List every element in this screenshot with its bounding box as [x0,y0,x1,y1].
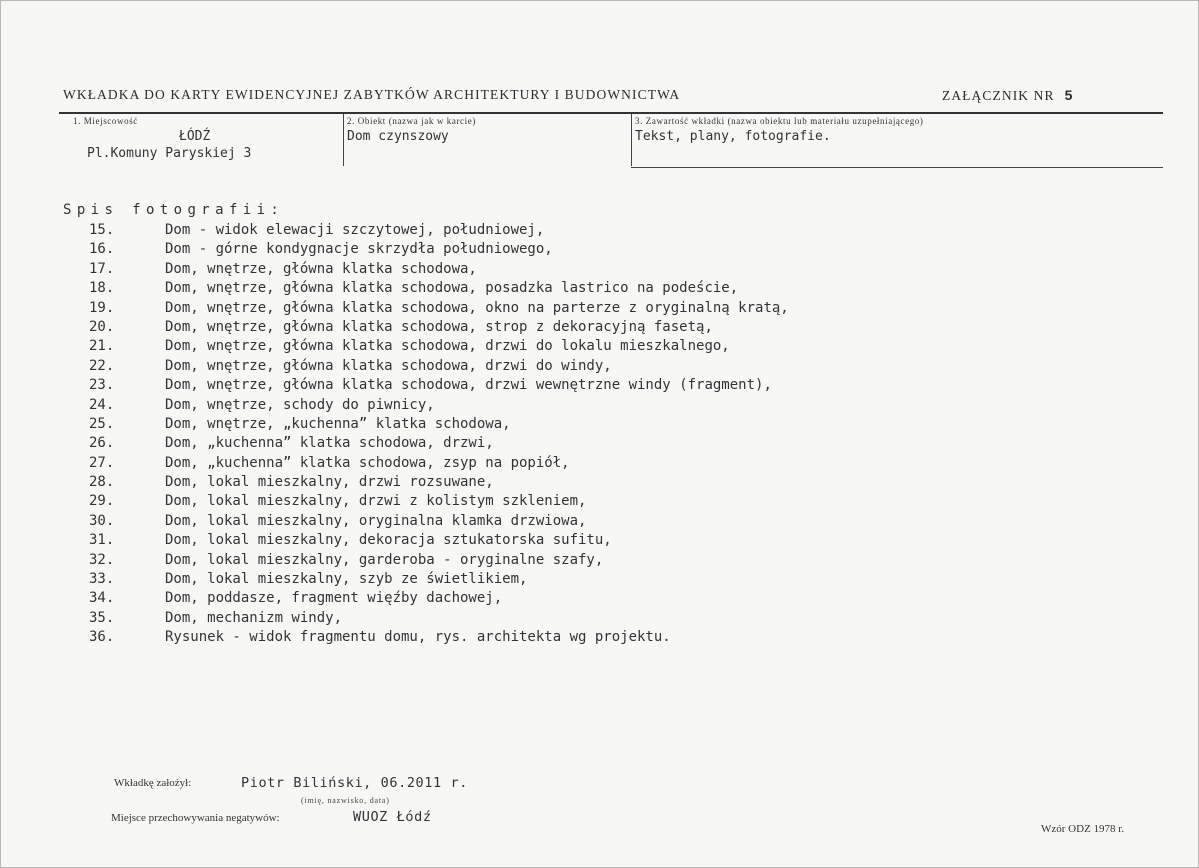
photo-list-item [1,435,1199,454]
photo-list-item-text: Dom - górne kondygnacje skrzydła południowego, [165,241,553,258]
photo-list-item [1,338,1199,357]
photo-list-item-number: 26. [89,435,115,452]
photo-list-heading: Spis fotografii: [63,202,285,218]
photo-list-item-number: 20. [89,318,115,335]
photo-list-item-text: Dom, wnętrze, schody do piwnicy, [165,396,435,413]
annex-number: 5 [1064,87,1074,103]
photo-list-item [1,261,1199,280]
photo-list-item-number: 34. [89,590,115,607]
storage-label: Miejsce przechowywania negatywów: [111,812,280,824]
created-by-value: Piotr Biliński, 06.2011 r. [241,775,468,791]
object-field-value: Dom czynszowy [347,129,449,144]
annex-label: ZAŁĄCZNIK NR [942,88,1055,103]
photo-list-item-text: Dom, wnętrze, „kuchenna” klatka schodowa, [165,415,511,432]
photo-list-item-number: 27. [89,454,115,471]
photo-list-item [1,590,1199,609]
photo-list-item-text: Dom, lokal mieszkalny, drzwi z kolistym szkleniem, [165,493,587,510]
photo-list-item-text: Dom, „kuchenna” klatka schodowa, zsyp na popiół, [165,454,570,471]
photo-list-item-text: Dom, lokal mieszkalny, dekoracja sztukatorska sufitu, [165,532,612,549]
photo-list-item [1,474,1199,493]
photo-list-item-number: 15. [89,222,115,238]
photo-list-item-number: 23. [89,377,115,394]
photo-list-item-text: Dom - widok elewacji szczytowej, południowej, [165,222,545,238]
photo-list-item [1,280,1199,299]
photo-list-item-number: 18. [89,280,115,297]
photo-list-item-text: Dom, wnętrze, główna klatka schodowa, posadzka lastrico na podeście, [165,280,739,297]
photo-list-item [1,571,1199,590]
photo-list-item [1,532,1199,551]
photo-list-item-text: Dom, mechanizm windy, [165,609,343,626]
photo-list-item-text: Rysunek - widok fragmentu domu, rys. architekta wg projektu. [165,629,671,646]
contents-field-underline [631,167,1163,168]
annex-label-group [942,87,1073,104]
photo-list-item [1,493,1199,512]
created-by-label: Wkładkę założył: [114,777,192,789]
photo-list-item-number: 32. [89,551,115,568]
photo-list-item-text: Dom, wnętrze, główna klatka schodowa, okno na parterze z oryginalną kratą, [165,299,789,316]
photo-list-item-text: Dom, lokal mieszkalny, oryginalna klamka drzwiowa, [165,512,587,529]
photo-list-item [1,397,1199,416]
photo-list-item-number: 22. [89,357,115,374]
photo-list-item-text: Dom, wnętrze, główna klatka schodowa, strop z dekoracyjną fasetą, [165,318,713,335]
photo-list-item-number: 28. [89,474,115,491]
photo-list-item-number: 36. [89,629,115,646]
photo-list-item-text: Dom, lokal mieszkalny, garderoba - oryginalne szafy, [165,551,604,568]
photo-list-item [1,222,1199,241]
photo-list-item-text: Dom, lokal mieszkalny, szyb ze świetlikiem, [165,571,528,588]
document-title: WKŁADKA DO KARTY EWIDENCYJNEJ ZABYTKÓW ARCHITEKTURY I BUDOWNICTWA [63,87,681,102]
photo-list-item [1,610,1199,629]
photo-list-item [1,629,1199,648]
location-field-address: Pl.Komuny Paryskiej 3 [87,146,252,161]
photo-list-item-text: Dom, „kuchenna” klatka schodowa, drzwi, [165,435,494,452]
contents-field-label: 3. Zawartość wkładki (nazwa obiektu lub materiału uzupełniającego) [635,116,924,126]
photo-list-item-number: 35. [89,609,115,626]
photo-list-item-number: 30. [89,512,115,529]
photo-list-item-text: Dom, wnętrze, główna klatka schodowa, drzwi wewnętrzne windy (fragment), [165,377,772,394]
photo-list-item-number: 19. [89,299,115,316]
storage-value: WUOZ Łódź [353,809,432,825]
field-divider [631,114,632,166]
photo-list-item-text: Dom, wnętrze, główna klatka schodowa, [165,260,477,277]
photo-list-item-text: Dom, lokal mieszkalny, drzwi rozsuwane, [165,474,494,491]
photo-list-item [1,455,1199,474]
photo-list-item-number: 33. [89,571,115,588]
location-field-city: ŁÓDŹ [179,129,211,144]
location-field-label: 1. Miejscowość [73,116,138,126]
photo-list-item-number: 17. [89,260,115,277]
photo-list-item-number: 25. [89,415,115,432]
photo-list-item [1,513,1199,532]
photo-list-item-number: 24. [89,396,115,413]
field-divider [343,114,344,166]
contents-field-value: Tekst, plany, fotografie. [635,129,831,144]
header-rule [59,112,1163,114]
photo-list-item [1,319,1199,338]
photo-list [1,222,1199,649]
photo-list-item [1,300,1199,319]
photo-list-item [1,358,1199,377]
photo-list-item-number: 16. [89,241,115,258]
photo-list-item-text: Dom, wnętrze, główna klatka schodowa, drzwi do windy, [165,357,612,374]
photo-list-item-text: Dom, wnętrze, główna klatka schodowa, drzwi do lokalu mieszkalnego, [165,338,730,355]
created-by-note: (imię, nazwisko, data) [301,796,390,805]
photo-list-item-text: Dom, poddasze, fragment więźby dachowej, [165,590,503,607]
photo-list-item [1,241,1199,260]
photo-list-item [1,377,1199,396]
photo-list-item-number: 21. [89,338,115,355]
photo-list-item [1,416,1199,435]
photo-list-item [1,552,1199,571]
photo-list-item-number: 29. [89,493,115,510]
object-field-label: 2. Obiekt (nazwa jak w karcie) [347,116,476,126]
form-model-note: Wzór ODZ 1978 r. [1041,823,1125,835]
photo-list-item-number: 31. [89,532,115,549]
